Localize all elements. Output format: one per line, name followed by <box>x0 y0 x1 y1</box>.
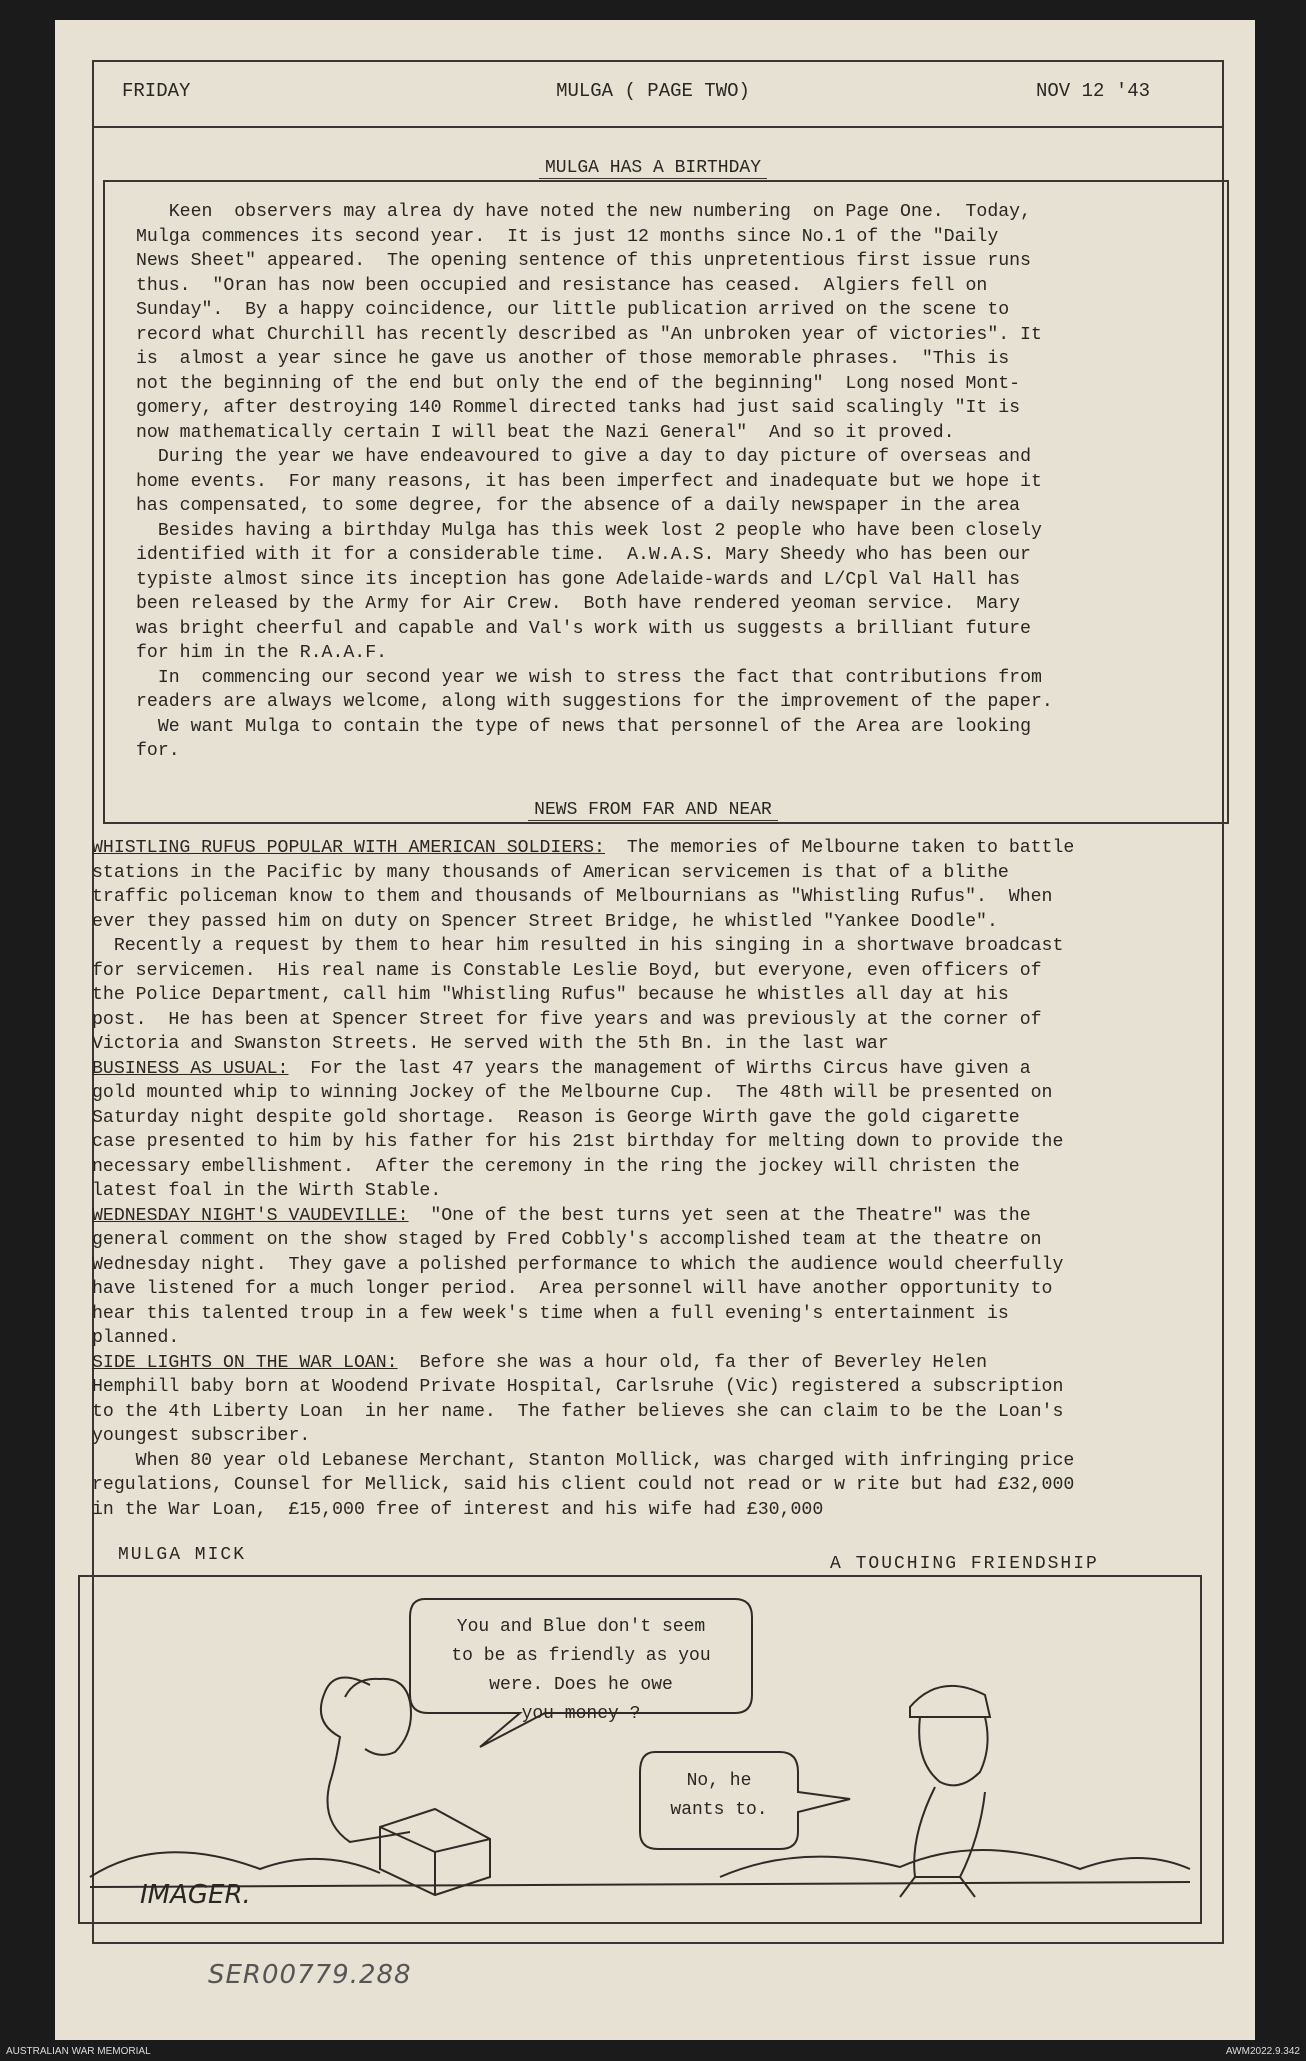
news-heading: WHISTLING RUFUS POPULAR WITH AMERICAN SOLDIERS: <box>92 838 605 858</box>
soldier-figure <box>900 1686 990 1897</box>
news-heading: SIDE LIGHTS ON THE WAR LOAN: <box>92 1352 398 1373</box>
news-body <box>92 836 1232 1522</box>
news-title: NEWS FROM FAR AND NEAR <box>0 800 1306 820</box>
news-text: Before she was a hour old, fa ther of Beverley Helen Hemphill baby born at Woodend Private Hospital, Carlsruhe (Vic) registered a subscription to the 4th Liberty Loan in her name. The father believes she can claim to be the Loan's youngest subscriber. When 80 year old Lebanese Merchant, Stanton Mollick, was charged with infringing price regulations, Counsel for Mellick, said his client could not read or w rite but had £32,000 in the War Loan, £15,000 free of interest and his wife had £30,000 <box>92 1352 1075 1520</box>
speech-text-right: No, he wants to. <box>670 1771 768 1820</box>
news-text: For the last 47 years the management of Wirths Circus have given a gold mounted whip to winning Jockey of the Melbourne Cup. The 48th will be presented on Saturday night despite gold shortage. Reason is George Wirth gave the gold cigarette case presented to him by his father for his 21st birthday for melting down to provide the necessary embellishment. After the ceremony in the ring the jockey will christen the latest foal in the Wirth Stable. <box>92 1058 1064 1201</box>
box <box>380 1809 490 1895</box>
handwritten-reference: SER00779.288 <box>208 1960 412 1990</box>
news-text: The memories of Melbourne taken to battle stations in the Pacific by many thousands of American servicemen is that of a blithe traffic policeman know to them and thousands of Melbournians as "Whistling Rufus". When ever they passed him on duty on Spencer Street Bridge, he whistled "Yankee Doodle". Recently a request by them to hear him resulted in his singing in a shortwave broadcast for servicemen. His real name is Constable Leslie Boyd, but everyone, even officers of the Police Department, call him "Whistling Rufus" because he whistles all day at his post. He has been at Spencer Street for five years and was previously at the corner of Victoria and Swanston Streets. He served with the 5th Bn. in the last war <box>92 838 1075 1054</box>
header-rule <box>92 126 1222 128</box>
footer-left: AUSTRALIAN WAR MEMORIAL <box>6 2046 151 2057</box>
news-heading: WEDNESDAY NIGHT'S VAUDEVILLE: <box>92 1205 409 1226</box>
cartoon-right-title: A TOUCHING FRIENDSHIP <box>830 1554 1099 1574</box>
ground-line <box>90 1882 1190 1887</box>
cartoon-panel <box>78 1575 1202 1924</box>
speech-text-left: You and Blue don't seem to be as friendly as you were. Does he owe you money ? <box>451 1617 711 1724</box>
footer-right: AWM2022.9.342 <box>1225 2046 1300 2057</box>
cartoon-left-title: MULGA MICK <box>118 1545 247 1565</box>
birthday-text: Keen observers may alrea dy have noted the new numbering on Page One. Today, Mulga commences its second year. It is just 12 months since No.1 of the "Daily News Sheet" appeared. The opening sentence of this unpretentious first issue runs thus. "Oran has now been occupied and resistance has ceased. Algiers fell on Sunday". By a happy coincidence, our little publication arrived on the scene to record what Churchill has recently described as "An unbroken year of victories". It is almost a year since he gave us another of those memorable phrases. "This is not the beginning of the end but only the end of the beginning" Long nosed Mont- gomery, after destroying 140 Rommel directed tanks had just said scalingly "It is now mathematically certain I will beat the Nazi General" And so it proved. During the year we have endeavoured to give a day to day picture of overseas and home events. For many reasons, it has been imperfect and inadequate but we hope it has compensated, to some degree, for the absence of a daily newspaper in the area Besides having a birthday Mulga has this week lost 2 people who have been closely identified with it for a considerable time. A.W.A.S. Mary Sheedy who has been our typiste almost since its inception has gone Adelaide-wards and L/Cpl Val Hall has been released by the Army for Air Crew. Both have rendered yeoman service. Mary was bright cheerful and capable and Val's work with us suggests a brilliant future for him in the R.A.A.F. In commencing our second year we wish to stress the fact that contributions from readers are always welcome, along with suggestions for the improvement of the paper. We want Mulga to contain the type of news that personnel of the Area are looking for. <box>136 202 1053 761</box>
artist-signature: IMAGER. <box>140 1880 251 1910</box>
news-heading: BUSINESS AS USUAL: <box>92 1058 289 1079</box>
birthday-title: MULGA HAS A BIRTHDAY <box>0 158 1306 178</box>
hills-back <box>90 1850 1190 1877</box>
news-text: "One of the best turns yet seen at the Theatre" was the general comment on the show staged by Fred Cobbly's accomplished team at the theatre on Wednesday night. They gave a polished performance to which the audience would cheerfully have listened for a much longer period. Area personnel will have another opportunity to hear this talented troup in a few week's time when a full evening's entertainment is planned. <box>92 1205 1064 1348</box>
header-date: NOV 12 '43 <box>1036 80 1151 102</box>
woman-figure <box>321 1677 411 1842</box>
header-title: MULGA ( PAGE TWO) <box>556 80 750 102</box>
header-day: FRIDAY <box>122 80 191 102</box>
